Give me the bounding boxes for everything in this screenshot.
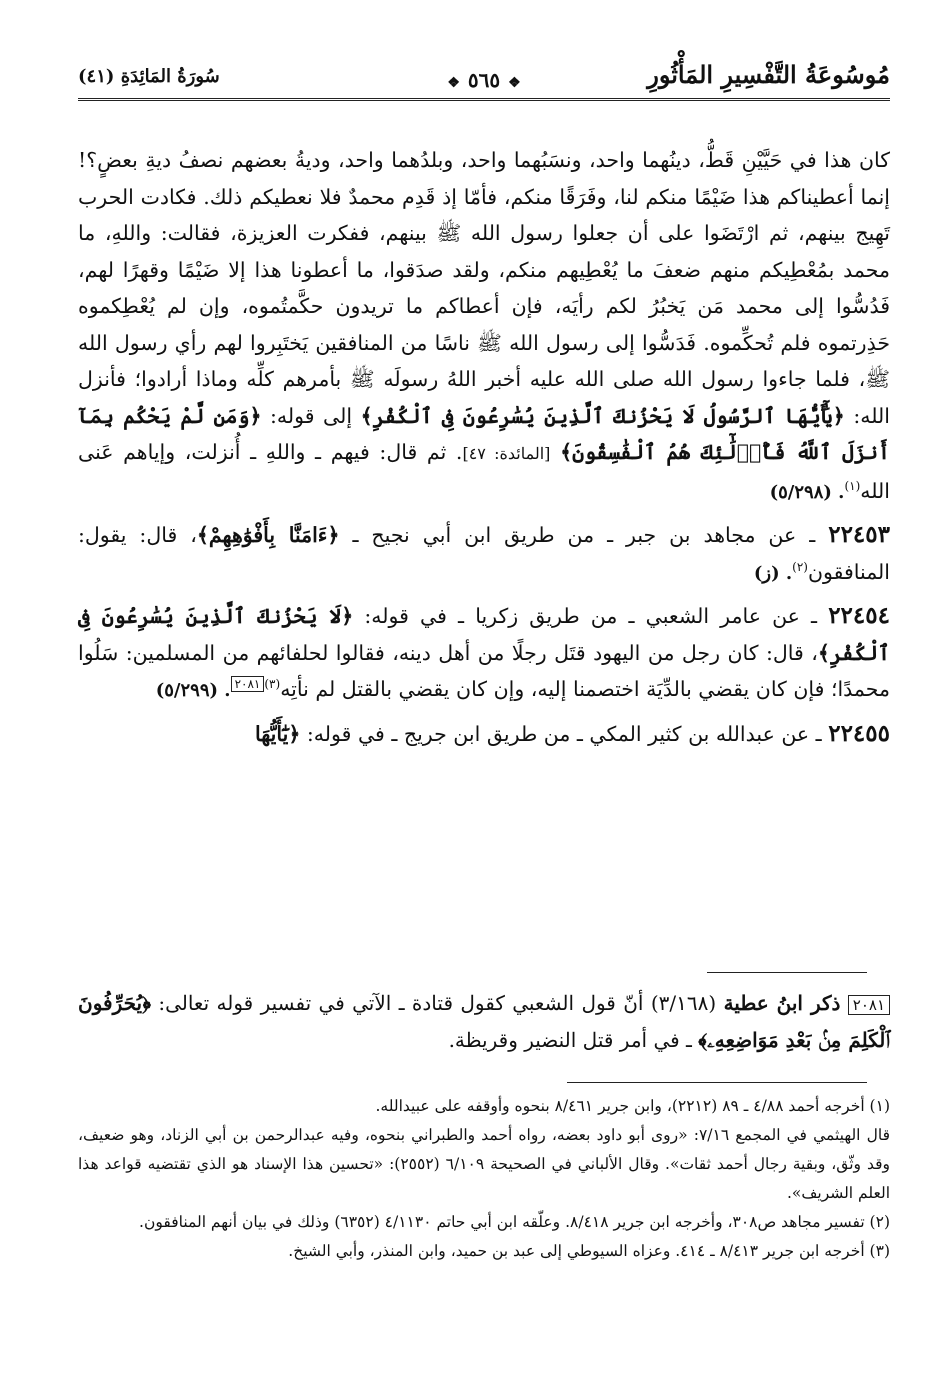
footnote-1-continued: قال الهيثمي في المجمع ٧/١٦: «روى أبو داود بعضه، رواه أحمد والطبراني بنحوه، وفيه عبدالرحمن بن أبي الزناد، وهو ضعيف، وقد وثّق، وبقية رجال أحمد ثقات». وقال الألباني في الصحيحة ٦/١٠٩ (٢٥٥٢): «تحسين هذا الإسناد هو الذي تقتضيه قواعد هذا العلم الشريف». xyxy=(78,1126,891,1202)
commentary-text: (٣/١٦٨) أنّ قول الشعبي كقول قتادة ـ الآتي في تفسير قوله تعالى: xyxy=(158,991,717,1015)
volume-reference: . (٥/٢٩٨) xyxy=(769,481,845,503)
commentary-text: ـ في أمر قتل النضير وقريظة. xyxy=(448,1028,692,1052)
narration-text: ـ عن عامر الشعبي ـ من طريق زكريا ـ في قوله: xyxy=(364,604,818,628)
header-divider xyxy=(78,98,890,101)
footnotes-divider xyxy=(567,1082,867,1083)
volume-reference: . (٥/٢٩٩) xyxy=(155,680,231,701)
commentary-reference-box[interactable]: ٢٠٨١ xyxy=(231,676,265,692)
header-surah xyxy=(78,66,220,87)
footnote-marker: (١) xyxy=(844,478,861,493)
narration-22455 xyxy=(78,716,890,753)
header-work-title: مُوسُوعَةُ التَّفْسِيرِ المَأْثُورِ xyxy=(647,60,890,89)
quran-verse: ﴿ءَامَنَّا بِأَفْوَٰهِهِمْ﴾ xyxy=(196,523,340,547)
narration-number: ٢٢٤٥٣ xyxy=(828,521,890,548)
page-number: ٥٦٥ xyxy=(467,68,501,92)
narration-text: . ثم قال: فيهم ـ واللهِ ـ أُنزلت، وإياهم عَنى الله xyxy=(78,440,890,503)
quran-verse: ﴿وَمَن لَّمْ يَحْكُم بِمَآ أَنزَلَ ٱللَّهُ فَأُو۟لَٰٓئِكَ هُمُ ٱلْفَٰسِقُونَ﴾ xyxy=(78,403,890,464)
volume-reference: . (ز) xyxy=(753,562,793,584)
footnote-2: (٢) تفسير مجاهد ص٣٠٨، وأخرجه ابن جرير ٨/٤١٨. وعلّقه ابن أبي حاتم ٤/١١٣٠ (٦٣٥٢) وذلك في بيان أنهم المنافقون. xyxy=(139,1213,890,1231)
commentary-author: ذكر ابنُ عطية xyxy=(723,991,841,1015)
narration-text: ـ عن عبدالله بن كثير المكي ـ من طريق ابن جريج ـ في قوله: xyxy=(306,721,822,746)
footnotes xyxy=(78,1092,890,1266)
page-header xyxy=(78,58,890,110)
footnote-marker: (٣) xyxy=(264,677,281,692)
surah-name: سُورَةُ المَائِدَةِ xyxy=(120,66,220,87)
narration-22453 xyxy=(78,517,890,592)
quran-verse: ﴿لَا يَحْزُنكَ ٱلَّذِينَ يُسَٰرِعُونَ فِى ٱلْكُفْرِ﴾ xyxy=(78,604,890,665)
narration-text: إلى قوله: xyxy=(270,403,353,428)
footnote-1: (١) أخرجه أحمد ٤/٨٨ ـ ٨٩ (٢٢١٢)، وابن جرير ٨/٤٦١ بنحوه وأوقفه على عبيدالله. xyxy=(375,1097,890,1115)
footnote-3: (٣) أخرجه ابن جرير ٨/٤١٣ ـ ٤١٤. وعزاه السيوطي إلى عبد بن حميد، وابن المنذر، وأبي الشيخ. xyxy=(288,1242,890,1260)
narration-text: ، قال: يقول: المنافقون xyxy=(78,523,890,584)
paragraph-continued xyxy=(78,142,890,511)
commentary-number-box: ٢٠٨١ xyxy=(848,995,890,1015)
narration-number: ٢٢٤٥٥ xyxy=(828,719,890,747)
commentary-note xyxy=(78,985,890,1059)
narration-text: كان هذا في حَيَّيْنِ قَطُّ، دينُهما واحد، ونسَبُهما واحد، وبلدُهما واحد، وديةُ بعضهم نصفُ ديةِ بعضٍ؟! إنما أعطيناكم هذا ضَيْمًا منكم لنا، وفَرَقًا منكم، فأمّا إذ قَدِم محمدٌ فلا نعطيكم ذلك. فكادت الحرب تَهِيج بينهم، ثم ارْتَضَوا على أن جعلوا رسول الله ﷺ بينهم، ففكرت العزيزة، فقالت: واللهِ، ما محمد بمُعْطِيكم منهم ضعفَ ما يُعْطِيهم منكم، ولقد صدَقوا، ما أعطونا هذا إلا ضَيْمًا وقهرًا لهم، فَدُسُّوا إلى محمد مَن يَخبُرُ لكم رأيَه، فإن أعطاكم ما تريدون حكَّمتُموه، وإن لم يُعْطِكموه حَذِرتموه فلم تُحكِّموه. فَدَسُّوا إلى رسول الله ﷺ ناسًا من المنافقين يَختَبِروا لهم رأي رسول الله ﷺ، فلما جاءوا رسول الله صلى الله عليه أخبر اللهُ رسولَه ﷺ بأمرهم كلِّه وماذا أرادوا؛ فأنزل الله: xyxy=(78,148,890,428)
commentary-divider xyxy=(707,972,867,973)
header-page-number xyxy=(439,68,528,92)
narration-text: ، قال: كان رجل من اليهود قتَل رجلًا من أهل دينه، فقالوا لحلفائهم من المسلمين: سَلُوا محمدًا؛ فإن كان يقضي بالدِّيَة اختصمنا إليه، وإن كان يقضي بالقتل لم نأتِه xyxy=(78,640,890,701)
narration-number: ٢٢٤٥٤ xyxy=(828,602,890,629)
narration-22454 xyxy=(78,598,890,710)
verse-reference: [المائدة: ٤٧] xyxy=(462,444,551,463)
main-text xyxy=(78,142,890,752)
surah-number: (٤١) xyxy=(78,66,115,87)
footnote-marker: (٢) xyxy=(792,559,808,574)
ornament-icon: ❖ xyxy=(508,75,521,91)
quran-verse: ﴿يُحَرِّفُونَ ٱلْكَلِمَ مِنۢ بَعْدِ مَوَاضِعِهِۦ﴾ xyxy=(78,991,890,1052)
narration-text: ـ عن مجاهد بن جبر ـ من طريق ابن أبي نجيح ـ xyxy=(352,523,816,547)
quran-verse: ﴿يَٰٓأَيُّهَا ٱلرَّسُولُ لَا يَحْزُنكَ ٱلَّذِينَ يُسَٰرِعُونَ فِى ٱلْكُفْرِ﴾ xyxy=(360,403,845,428)
quran-verse: ﴿يَٰٓأَيُّهَا xyxy=(254,721,301,746)
ornament-icon: ❖ xyxy=(447,75,460,91)
